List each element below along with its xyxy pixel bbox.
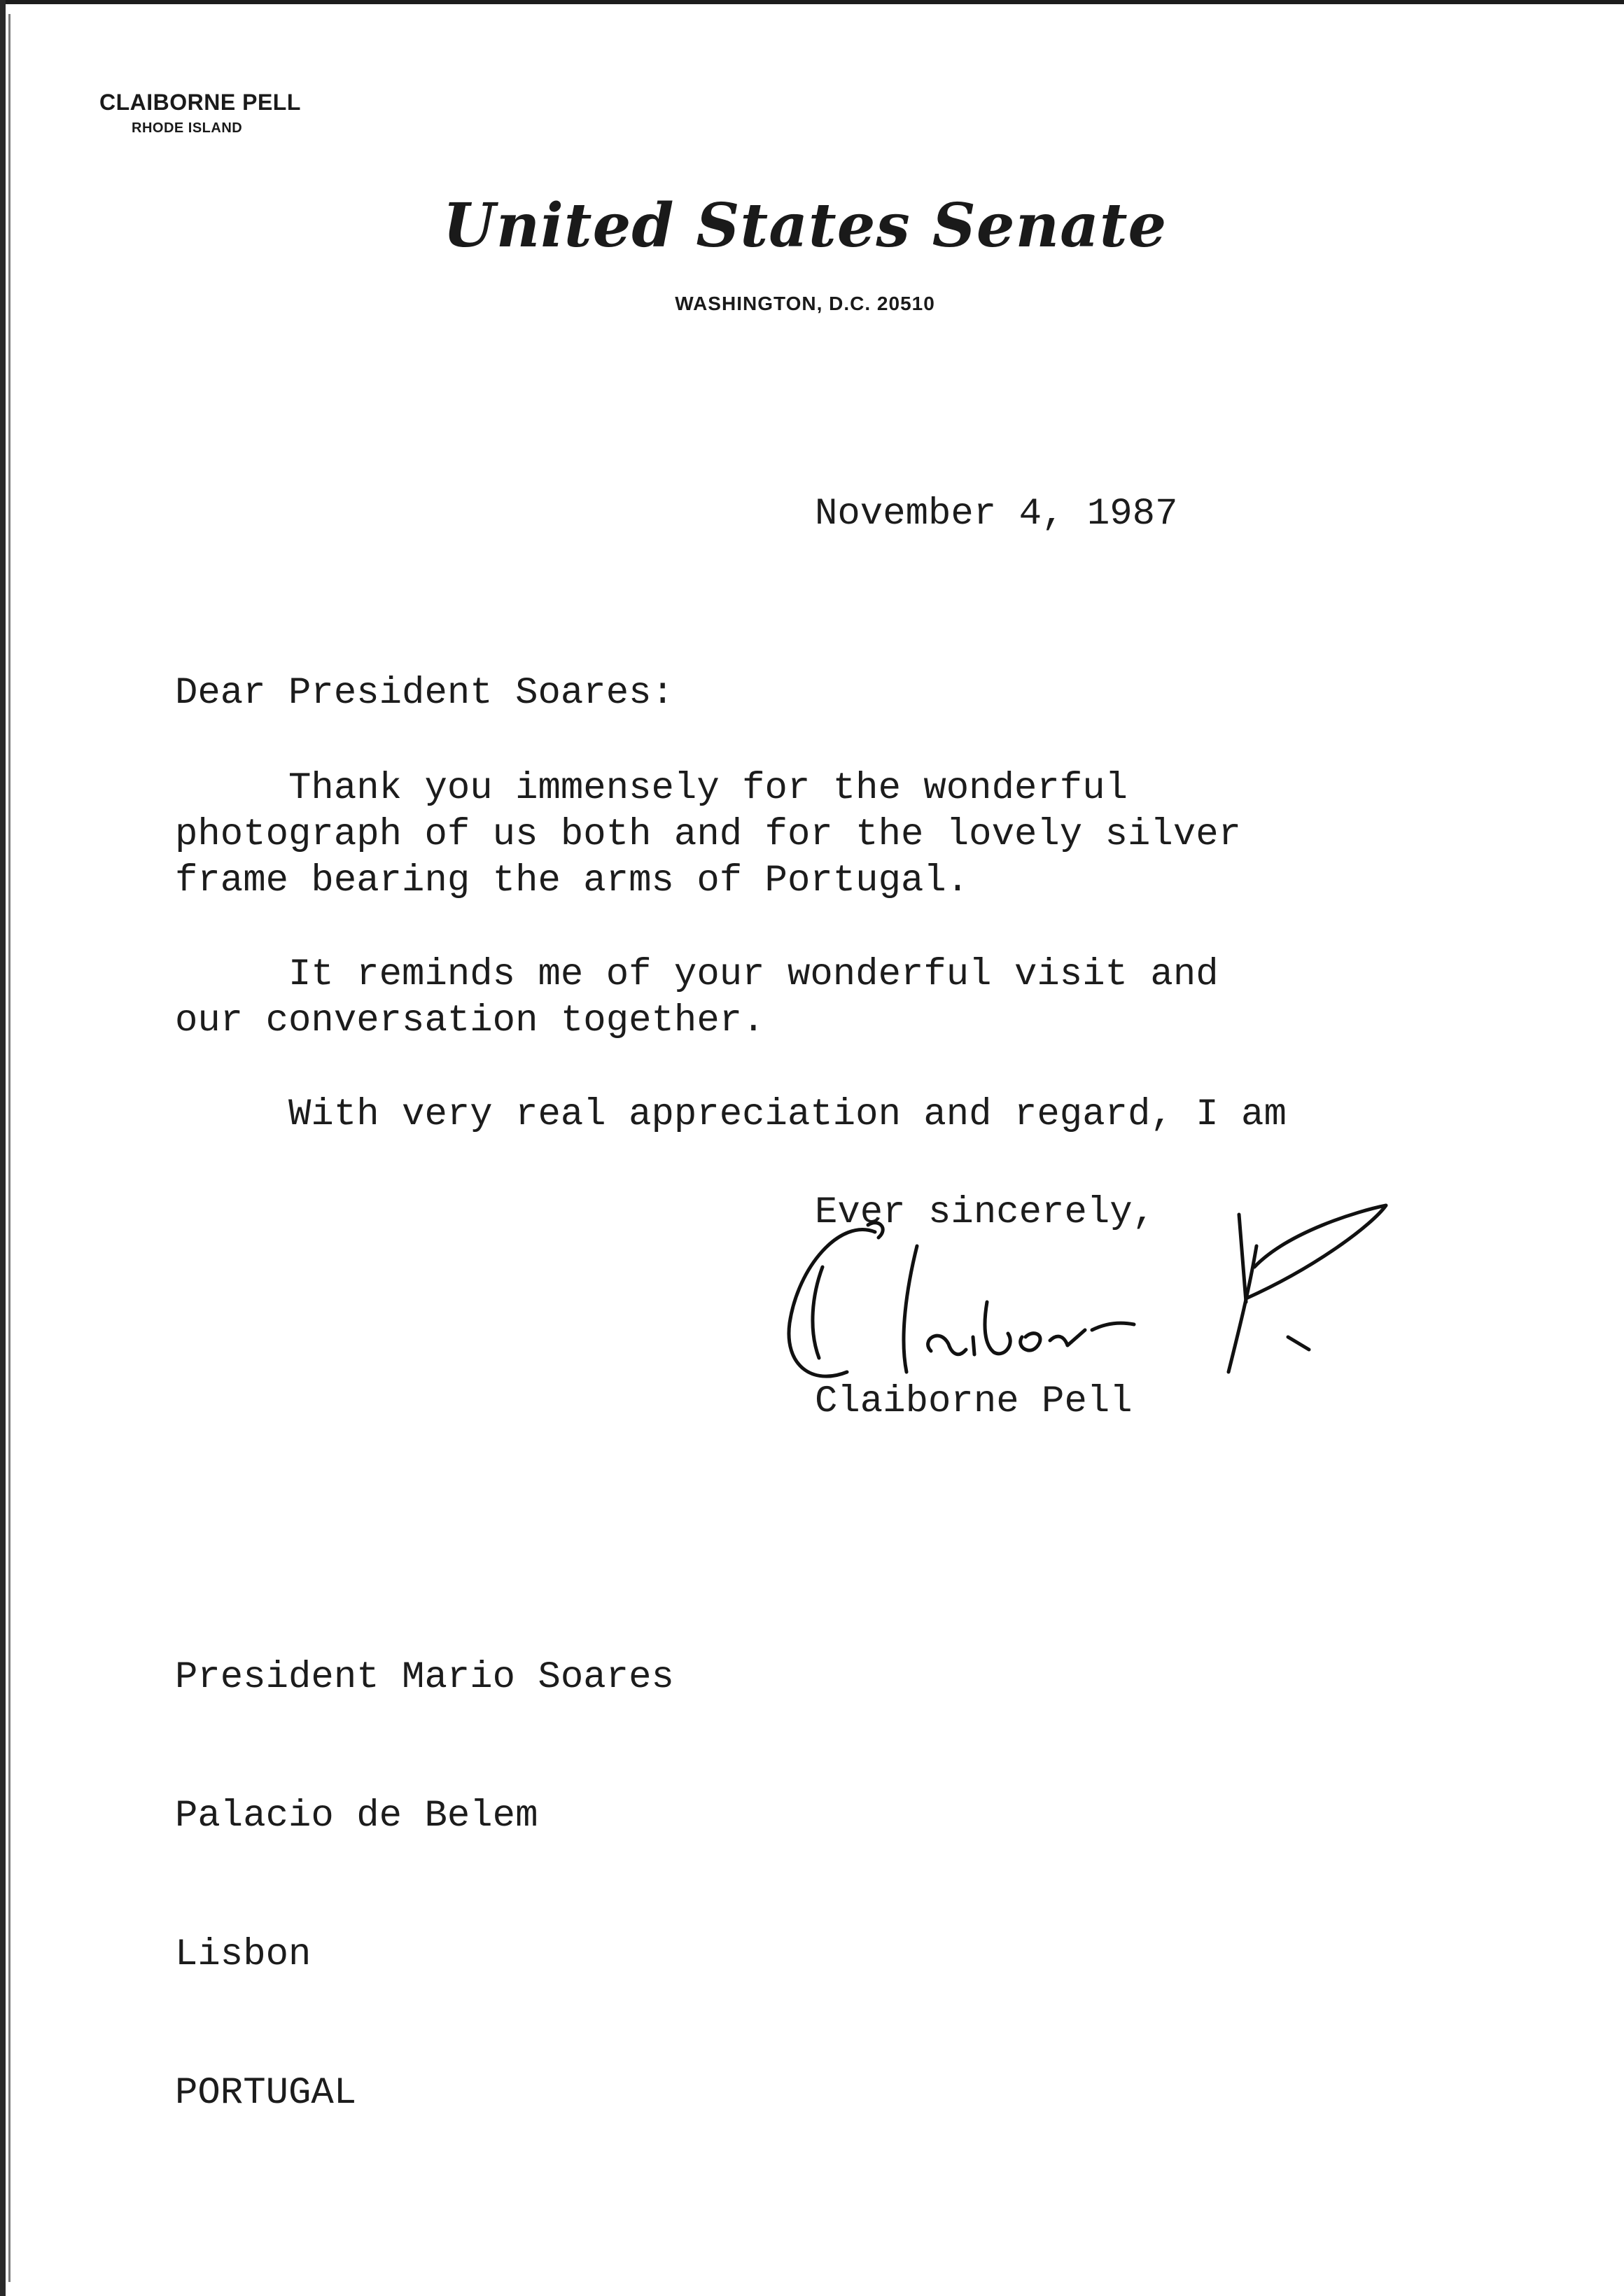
addressee-block: [175, 1562, 674, 2163]
letter-date: November 4, 1987: [815, 493, 1178, 536]
salutation: Dear President Soares:: [175, 672, 674, 715]
page-border-left: [0, 0, 6, 2296]
letterhead-city: WASHINGTON, D.C. 20510: [675, 293, 935, 314]
addressee-city: Lisbon: [175, 1933, 312, 1976]
sender-name: CLAIBORNE PELL: [99, 90, 301, 115]
closing-line: With very real appreciation and regard, I am: [175, 1093, 1287, 1136]
signer-name: Claiborne Pell: [815, 1380, 1133, 1423]
addressee-street: Palacio de Belem: [175, 1795, 538, 1837]
body-paragraph-2: It reminds me of your wonderful visit and our conversation together.: [175, 953, 1219, 1042]
addressee-country: PORTUGAL: [175, 2072, 357, 2115]
body-paragraph-1: Thank you immensely for the wonderful photograph of us both and for the lovely silver frame bearing the arms of Portugal.: [175, 767, 1242, 902]
page-border-top: [0, 0, 1624, 4]
letterhead-title: United States Senate: [442, 190, 1168, 261]
page-border-shadow: [8, 14, 10, 2282]
addressee-name: President Mario Soares: [175, 1656, 674, 1699]
complimentary-close: Ever sincerely,: [815, 1191, 1156, 1234]
sender-state: RHODE ISLAND: [132, 120, 243, 136]
